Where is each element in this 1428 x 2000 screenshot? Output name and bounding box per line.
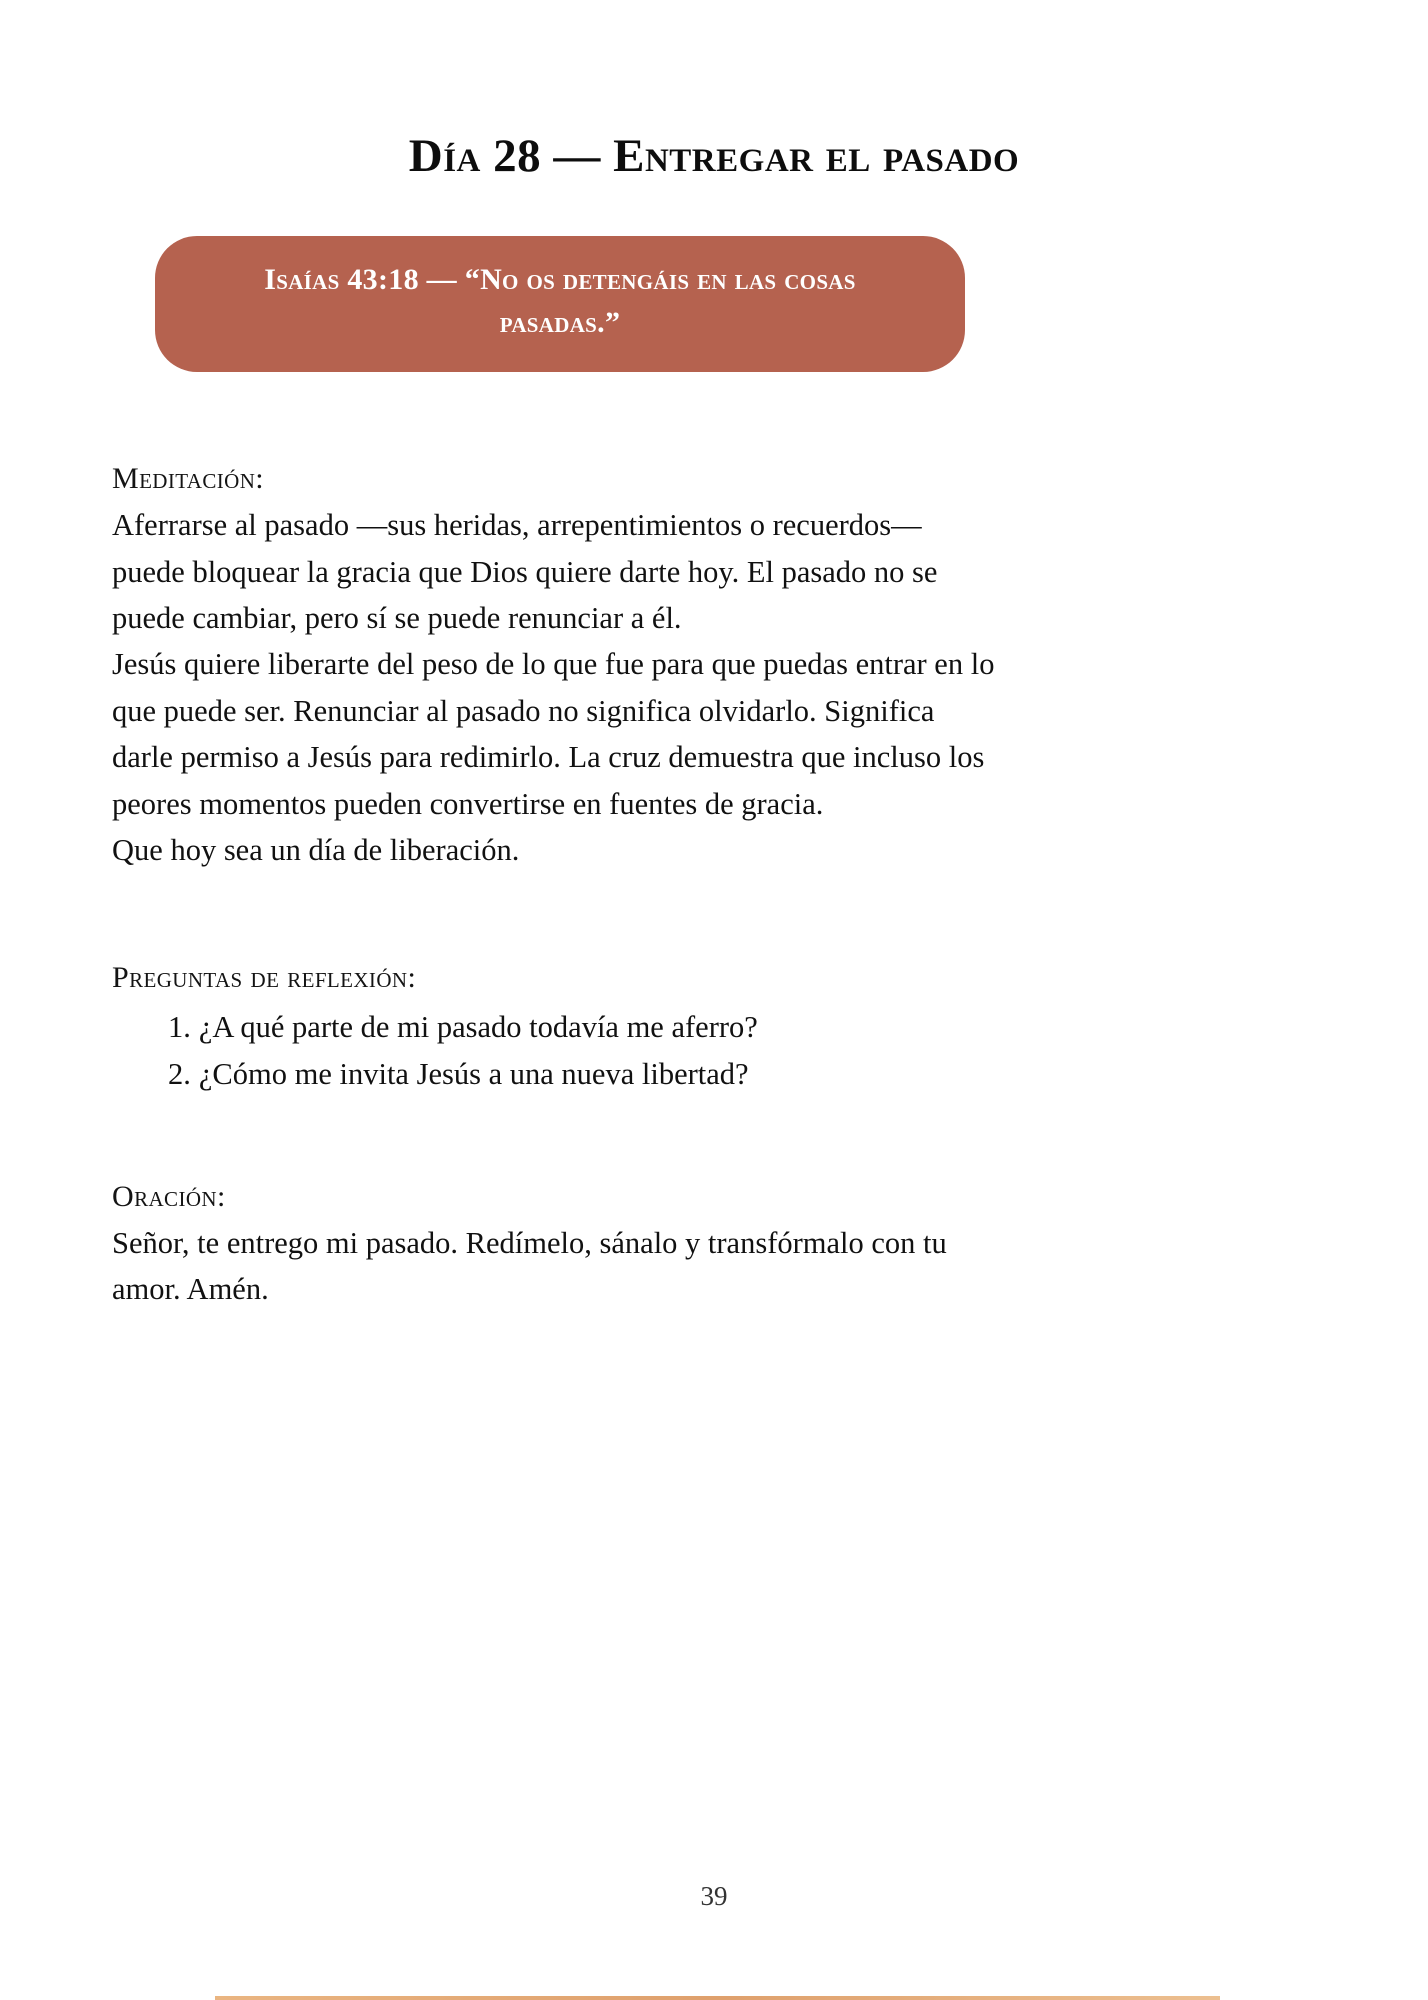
- meditation-section: [112, 460, 1002, 873]
- question-number: 2.: [168, 1056, 191, 1091]
- body-content: [112, 460, 1002, 1313]
- reflection-question-list: [112, 1004, 1002, 1098]
- prayer-text: Señor, te entrego mi pasado. Redímelo, sánalo y transfórmalo con tu amor. Amén.: [112, 1225, 947, 1307]
- reflection-heading: Preguntas de reflexión:: [112, 961, 417, 995]
- meditation-paragraph-1: Aferrarse al pasado —sus heridas, arrepentimientos o recuerdos— puede bloquear la gracia que Dios quiere darte hoy. El pasado no se puede cambiar, pero sí se puede renunciar a él.: [112, 508, 938, 636]
- question-number: 1.: [168, 1009, 191, 1044]
- question-text: ¿Cómo me invita Jesús a una nueva libertad?: [198, 1056, 749, 1091]
- meditation-heading: Meditación:: [112, 462, 265, 495]
- page-title: Día 28 — Entregar el pasado: [408, 130, 1020, 183]
- list-item: [168, 1051, 1002, 1098]
- page-edge-decoration: [215, 1996, 1220, 2000]
- scripture-text: Isaías 43:18 — “No os detengáis en las cosas pasadas.”: [264, 263, 856, 339]
- scripture-callout: [155, 236, 965, 372]
- section-spacer: [112, 873, 1002, 959]
- question-text: ¿A qué parte de mi pasado todavía me aferro?: [198, 1009, 758, 1044]
- prayer-section: [112, 1178, 1002, 1313]
- reflection-section: [112, 959, 1002, 1097]
- meditation-paragraph-2: Jesús quiere liberarte del peso de lo que fue para que puedas entrar en lo que puede ser. Renunciar al pasado no significa olvidarlo. Significa darle permiso a Jesús para redimirlo. La cruz demuestra que incluso los peores momentos pueden convertirse en fuentes de gracia.: [112, 647, 995, 821]
- section-spacer: [112, 1098, 1002, 1178]
- meditation-paragraph-3: Que hoy sea un día de liberación.: [112, 832, 520, 867]
- page-number: 39: [700, 1881, 728, 1911]
- list-item: [168, 1004, 1002, 1051]
- prayer-heading: Oración:: [112, 1179, 226, 1213]
